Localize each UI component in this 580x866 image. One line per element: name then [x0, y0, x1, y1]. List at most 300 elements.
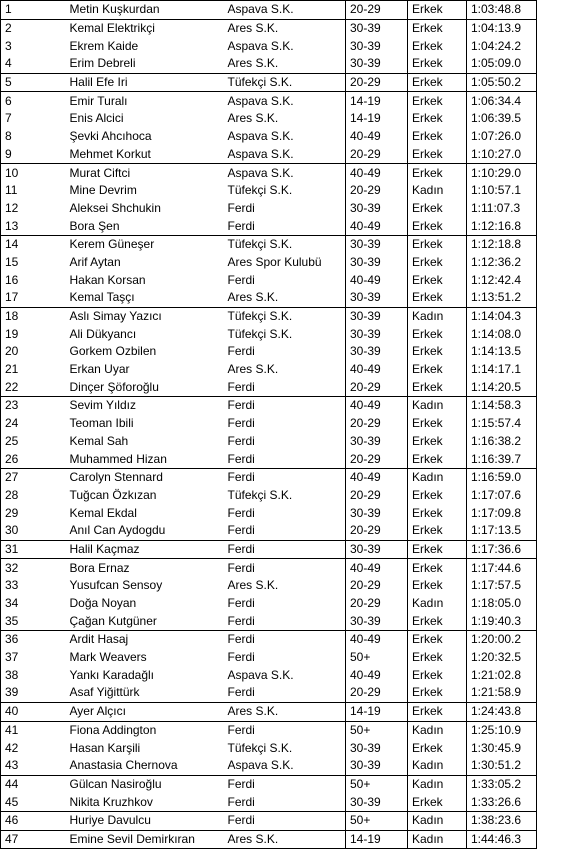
- club-cell: Ares S.K.: [227, 111, 279, 126]
- name-cell: Ayer Alçıcı: [66, 702, 224, 721]
- name-cell: Halil Kaçmaz: [66, 540, 224, 559]
- finish-time-cell: 1:16:39.7: [467, 450, 537, 468]
- table-row: [1, 612, 537, 630]
- rank-cell: 6: [1, 92, 66, 110]
- finish-time-cell: 1:10:57.1: [467, 182, 537, 200]
- age-group-cell: 30-39: [346, 612, 408, 630]
- finish-time-cell: 1:16:38.2: [467, 433, 537, 451]
- rank-cell: 23: [1, 397, 66, 415]
- name-cell: Teoman Ibili: [69, 416, 134, 431]
- name-cell: Sevim Yıldız: [66, 397, 224, 415]
- gender-cell: Kadın: [408, 397, 467, 415]
- name-cell: Mark Weavers: [69, 650, 147, 665]
- club-cell: Ferdi: [227, 451, 255, 466]
- gender-cell: Erkek: [408, 1, 467, 20]
- club-cell: Aspava S.K.: [227, 667, 294, 682]
- club-cell: Aspava S.K.: [224, 1, 346, 20]
- name-cell: Kerem Güneşer: [66, 235, 224, 253]
- finish-time-cell: 1:14:04.3: [467, 307, 537, 325]
- rank-cell: 27: [1, 468, 66, 486]
- gender-cell: Erkek: [408, 702, 467, 721]
- age-group-cell: 30-39: [346, 307, 408, 325]
- table-row: [1, 182, 537, 200]
- table-row: [1, 289, 537, 307]
- table-row: [1, 19, 537, 37]
- table-row: [1, 522, 537, 540]
- club-cell: Ferdi: [227, 379, 255, 394]
- club-cell: Aspava S.K.: [227, 758, 294, 773]
- rank-cell: 18: [1, 307, 66, 325]
- table-row: [1, 757, 537, 775]
- name-cell: Çağan Kutgüner: [69, 613, 157, 628]
- table-row: [1, 55, 537, 73]
- club-cell: Ferdi: [224, 559, 346, 577]
- club-cell: Tüfekçi S.K.: [224, 73, 346, 92]
- gender-cell: Erkek: [408, 128, 467, 146]
- club-cell: Ares S.K.: [227, 290, 279, 305]
- name-cell: Muhammed Hizan: [69, 451, 167, 466]
- age-group-cell: 30-39: [346, 254, 408, 272]
- name-cell: Fiona Addington: [66, 721, 224, 739]
- name-cell: Bora Şen: [69, 218, 120, 233]
- table-row: [1, 487, 537, 505]
- table-row: [1, 415, 537, 433]
- club-cell: Ferdi: [227, 596, 255, 611]
- table-row: [1, 793, 537, 811]
- club-cell: Ferdi: [227, 685, 255, 700]
- name-cell: Ekrem Kaide: [69, 38, 139, 53]
- age-group-cell: 50+: [346, 649, 408, 667]
- age-group-cell: 30-39: [346, 757, 408, 775]
- club-cell: Ferdi: [224, 631, 346, 649]
- club-cell: Tüfekçi S.K.: [227, 326, 293, 341]
- table-row: [1, 775, 537, 793]
- club-cell: Ferdi: [224, 540, 346, 559]
- age-group-cell: 30-39: [346, 739, 408, 757]
- finish-time-cell: 1:11:07.3: [467, 200, 537, 218]
- rank-cell: 35: [1, 612, 66, 630]
- gender-cell: Erkek: [408, 164, 467, 182]
- name-cell: Anastasia Chernova: [69, 758, 178, 773]
- name-cell: Kemal Elektrikçi: [66, 19, 224, 37]
- rank-cell: 29: [1, 504, 66, 522]
- rank-cell: 36: [1, 631, 66, 649]
- table-row: [1, 450, 537, 468]
- table-row: [1, 577, 537, 595]
- club-cell: Tüfekçi S.K.: [227, 740, 293, 755]
- table-row: [1, 559, 537, 577]
- gender-cell: Erkek: [408, 235, 467, 253]
- age-group-cell: 40-49: [346, 217, 408, 235]
- name-cell: Murat Ciftci: [66, 164, 224, 182]
- gender-cell: Erkek: [408, 666, 467, 684]
- table-row: [1, 1, 537, 20]
- rank-cell: 34: [1, 595, 66, 613]
- age-group-cell: 40-49: [346, 631, 408, 649]
- name-cell: Kemal Sah: [69, 433, 129, 448]
- club-cell: Ferdi: [224, 775, 346, 793]
- finish-time-cell: 1:20:00.2: [467, 631, 537, 649]
- gender-cell: Erkek: [408, 361, 467, 379]
- club-cell: Ares S.K.: [224, 702, 346, 721]
- finish-time-cell: 1:06:34.4: [467, 92, 537, 110]
- age-group-cell: 20-29: [346, 378, 408, 396]
- age-group-cell: 40-49: [346, 666, 408, 684]
- gender-cell: Erkek: [408, 577, 467, 595]
- rank-cell: 8: [1, 128, 66, 146]
- name-cell: Emine Sevil Demirkıran: [66, 830, 224, 849]
- table-row: [1, 92, 537, 110]
- club-cell: Ferdi: [224, 811, 346, 830]
- age-group-cell: 30-39: [346, 235, 408, 253]
- gender-cell: Erkek: [408, 522, 467, 540]
- club-cell: Ferdi: [227, 650, 255, 665]
- rank-cell: 20: [1, 343, 66, 361]
- rank-cell: 39: [1, 684, 66, 702]
- club-cell: Ferdi: [224, 721, 346, 739]
- age-group-cell: 40-49: [346, 397, 408, 415]
- club-cell: Aspava S.K.: [227, 129, 294, 144]
- rank-cell: 14: [1, 235, 66, 253]
- rank-cell: 7: [1, 110, 66, 128]
- club-cell: Aspava S.K.: [224, 164, 346, 182]
- table-row: [1, 271, 537, 289]
- name-cell: Aleksei Shchukin: [69, 200, 161, 215]
- table-row: [1, 811, 537, 830]
- rank-cell: 2: [1, 19, 66, 37]
- rank-cell: 38: [1, 666, 66, 684]
- gender-cell: Kadın: [408, 595, 467, 613]
- rank-cell: 17: [1, 289, 66, 307]
- finish-time-cell: 1:20:32.5: [467, 649, 537, 667]
- name-cell: Hasan Karşili: [69, 740, 141, 755]
- gender-cell: Kadın: [408, 307, 467, 325]
- age-group-cell: 30-39: [346, 200, 408, 218]
- gender-cell: Erkek: [408, 450, 467, 468]
- age-group-cell: 14-19: [346, 110, 408, 128]
- finish-time-cell: 1:19:40.3: [467, 612, 537, 630]
- table-row: [1, 146, 537, 164]
- finish-time-cell: 1:21:58.9: [467, 684, 537, 702]
- rank-cell: 33: [1, 577, 66, 595]
- finish-time-cell: 1:33:05.2: [467, 775, 537, 793]
- finish-time-cell: 1:06:39.5: [467, 110, 537, 128]
- finish-time-cell: 1:17:09.8: [467, 504, 537, 522]
- age-group-cell: 20-29: [346, 146, 408, 164]
- gender-cell: Erkek: [408, 55, 467, 73]
- club-cell: Ferdi: [227, 433, 255, 448]
- name-cell: Anıl Can Aydogdu: [69, 523, 166, 538]
- gender-cell: Erkek: [408, 217, 467, 235]
- table-row: [1, 325, 537, 343]
- table-row: [1, 361, 537, 379]
- rank-cell: 16: [1, 271, 66, 289]
- age-group-cell: 40-49: [346, 468, 408, 486]
- gender-cell: Erkek: [408, 325, 467, 343]
- rank-cell: 21: [1, 361, 66, 379]
- name-cell: Yankı Karadağlı: [69, 667, 154, 682]
- rank-cell: 1: [1, 1, 66, 20]
- age-group-cell: 14-19: [346, 702, 408, 721]
- finish-time-cell: 1:04:24.2: [467, 37, 537, 55]
- table-row: [1, 468, 537, 486]
- age-group-cell: 30-39: [346, 37, 408, 55]
- club-cell: Aspava S.K.: [227, 38, 294, 53]
- gender-cell: Erkek: [408, 631, 467, 649]
- table-row: [1, 307, 537, 325]
- name-cell: Gülcan Nasiroğlu: [66, 775, 224, 793]
- rank-cell: 4: [1, 55, 66, 73]
- age-group-cell: 40-49: [346, 361, 408, 379]
- club-cell: Ferdi: [227, 200, 255, 215]
- finish-time-cell: 1:14:08.0: [467, 325, 537, 343]
- table-row: [1, 631, 537, 649]
- name-cell: Aslı Simay Yazıcı: [66, 307, 224, 325]
- gender-cell: Erkek: [408, 559, 467, 577]
- gender-cell: Erkek: [408, 504, 467, 522]
- gender-cell: Erkek: [408, 110, 467, 128]
- gender-cell: Kadın: [408, 468, 467, 486]
- finish-time-cell: 1:44:46.3: [467, 830, 537, 849]
- gender-cell: Erkek: [408, 19, 467, 37]
- name-cell: Asaf Yiğittürk: [69, 685, 140, 700]
- table-row: [1, 540, 537, 559]
- club-cell: Tüfekçi S.K.: [227, 183, 293, 198]
- name-cell: Enis Alcici: [69, 111, 124, 126]
- gender-cell: Kadın: [408, 757, 467, 775]
- gender-cell: Erkek: [408, 540, 467, 559]
- name-cell: Arif Aytan: [69, 254, 121, 269]
- gender-cell: Erkek: [408, 254, 467, 272]
- age-group-cell: 40-49: [346, 559, 408, 577]
- rank-cell: 13: [1, 217, 66, 235]
- name-cell: Kemal Taşçı: [69, 290, 135, 305]
- name-cell: Mehmet Korkut: [69, 146, 151, 161]
- age-group-cell: 14-19: [346, 830, 408, 849]
- rank-cell: 45: [1, 793, 66, 811]
- age-group-cell: 20-29: [346, 1, 408, 20]
- age-group-cell: 40-49: [346, 271, 408, 289]
- gender-cell: Erkek: [408, 92, 467, 110]
- age-group-cell: 14-19: [346, 92, 408, 110]
- finish-time-cell: 1:18:05.0: [467, 595, 537, 613]
- gender-cell: Erkek: [408, 612, 467, 630]
- table-row: [1, 649, 537, 667]
- finish-time-cell: 1:14:13.5: [467, 343, 537, 361]
- rank-cell: 22: [1, 378, 66, 396]
- finish-time-cell: 1:17:57.5: [467, 577, 537, 595]
- table-row: [1, 378, 537, 396]
- name-cell: Kemal Ekdal: [69, 505, 137, 520]
- gender-cell: Erkek: [408, 37, 467, 55]
- finish-time-cell: 1:25:10.9: [467, 721, 537, 739]
- name-cell: Ardit Hasaj: [66, 631, 224, 649]
- rank-cell: 46: [1, 811, 66, 830]
- club-cell: Ferdi: [224, 468, 346, 486]
- finish-time-cell: 1:24:43.8: [467, 702, 537, 721]
- finish-time-cell: 1:14:58.3: [467, 397, 537, 415]
- club-cell: Ares S.K.: [227, 578, 279, 593]
- finish-time-cell: 1:12:42.4: [467, 271, 537, 289]
- age-group-cell: 30-39: [346, 325, 408, 343]
- finish-time-cell: 1:17:07.6: [467, 487, 537, 505]
- gender-cell: Erkek: [408, 793, 467, 811]
- rank-cell: 41: [1, 721, 66, 739]
- name-cell: Bora Ernaz: [66, 559, 224, 577]
- rank-cell: 28: [1, 487, 66, 505]
- table-row: [1, 830, 537, 849]
- name-cell: Huriye Davulcu: [66, 811, 224, 830]
- table-row: [1, 235, 537, 253]
- table-row: [1, 343, 537, 361]
- age-group-cell: 30-39: [346, 540, 408, 559]
- gender-cell: Kadın: [408, 775, 467, 793]
- rank-cell: 24: [1, 415, 66, 433]
- rank-cell: 3: [1, 37, 66, 55]
- name-cell: Gorkem Ozbilen: [69, 344, 157, 359]
- rank-cell: 15: [1, 254, 66, 272]
- table-row: [1, 397, 537, 415]
- name-cell: Ali Dükyancı: [69, 326, 137, 341]
- name-cell: Hakan Korsan: [69, 272, 146, 287]
- age-group-cell: 30-39: [346, 504, 408, 522]
- age-group-cell: 50+: [346, 721, 408, 739]
- rank-cell: 11: [1, 182, 66, 200]
- table-row: [1, 254, 537, 272]
- table-row: [1, 595, 537, 613]
- table-row: [1, 37, 537, 55]
- finish-time-cell: 1:14:17.1: [467, 361, 537, 379]
- finish-time-cell: 1:10:27.0: [467, 146, 537, 164]
- finish-time-cell: 1:33:26.6: [467, 793, 537, 811]
- club-cell: Ferdi: [227, 344, 255, 359]
- name-cell: Dinçer Şöforoğlu: [69, 379, 159, 394]
- name-cell: Erkan Uyar: [69, 362, 130, 377]
- club-cell: Ferdi: [227, 613, 255, 628]
- table-row: [1, 110, 537, 128]
- table-row: [1, 684, 537, 702]
- rank-cell: 10: [1, 164, 66, 182]
- age-group-cell: 50+: [346, 775, 408, 793]
- rank-cell: 37: [1, 649, 66, 667]
- finish-time-cell: 1:30:51.2: [467, 757, 537, 775]
- club-cell: Ares Spor Kulubü: [227, 254, 322, 269]
- rank-cell: 26: [1, 450, 66, 468]
- club-cell: Ferdi: [227, 505, 255, 520]
- name-cell: Yusufcan Sensoy: [69, 578, 163, 593]
- table-row: [1, 217, 537, 235]
- rank-cell: 30: [1, 522, 66, 540]
- gender-cell: Kadın: [408, 811, 467, 830]
- age-group-cell: 30-39: [346, 19, 408, 37]
- finish-time-cell: 1:05:50.2: [467, 73, 537, 92]
- gender-cell: Kadın: [408, 830, 467, 849]
- age-group-cell: 30-39: [346, 793, 408, 811]
- club-cell: Tüfekçi S.K.: [224, 307, 346, 325]
- club-cell: Ferdi: [227, 794, 255, 809]
- finish-time-cell: 1:04:13.9: [467, 19, 537, 37]
- name-cell: Emir Turalı: [66, 92, 224, 110]
- age-group-cell: 20-29: [346, 73, 408, 92]
- name-cell: Tuğcan Özkızan: [69, 487, 157, 502]
- age-group-cell: 20-29: [346, 415, 408, 433]
- finish-time-cell: 1:12:36.2: [467, 254, 537, 272]
- age-group-cell: 50+: [346, 811, 408, 830]
- rank-cell: 5: [1, 73, 66, 92]
- age-group-cell: 40-49: [346, 128, 408, 146]
- gender-cell: Erkek: [408, 433, 467, 451]
- table-row: [1, 433, 537, 451]
- gender-cell: Erkek: [408, 289, 467, 307]
- table-row: [1, 739, 537, 757]
- rank-cell: 47: [1, 830, 66, 849]
- finish-time-cell: 1:30:45.9: [467, 739, 537, 757]
- name-cell: Metin Kuşkurdan: [66, 1, 224, 20]
- age-group-cell: 40-49: [346, 164, 408, 182]
- gender-cell: Erkek: [408, 649, 467, 667]
- gender-cell: Erkek: [408, 73, 467, 92]
- rank-cell: 31: [1, 540, 66, 559]
- rank-cell: 40: [1, 702, 66, 721]
- name-cell: Halil Efe Iri: [66, 73, 224, 92]
- name-cell: Mine Devrim: [69, 183, 137, 198]
- name-cell: Doğa Noyan: [69, 596, 137, 611]
- age-group-cell: 30-39: [346, 55, 408, 73]
- name-cell: Nikita Kruzhkov: [69, 794, 153, 809]
- club-cell: Ferdi: [224, 397, 346, 415]
- age-group-cell: 20-29: [346, 487, 408, 505]
- club-cell: Ares S.K.: [227, 56, 279, 71]
- table-row: [1, 504, 537, 522]
- table-row: [1, 164, 537, 182]
- gender-cell: Erkek: [408, 343, 467, 361]
- age-group-cell: 30-39: [346, 289, 408, 307]
- gender-cell: Erkek: [408, 487, 467, 505]
- finish-time-cell: 1:12:16.8: [467, 217, 537, 235]
- finish-time-cell: 1:38:23.6: [467, 811, 537, 830]
- gender-cell: Erkek: [408, 415, 467, 433]
- age-group-cell: 20-29: [346, 522, 408, 540]
- finish-time-cell: 1:14:20.5: [467, 378, 537, 396]
- finish-time-cell: 1:21:02.8: [467, 666, 537, 684]
- gender-cell: Kadın: [408, 721, 467, 739]
- table-row: [1, 721, 537, 739]
- finish-time-cell: 1:05:09.0: [467, 55, 537, 73]
- club-cell: Aspava S.K.: [224, 92, 346, 110]
- club-cell: Ferdi: [227, 218, 255, 233]
- rank-cell: 12: [1, 200, 66, 218]
- age-group-cell: 20-29: [346, 577, 408, 595]
- gender-cell: Erkek: [408, 684, 467, 702]
- finish-time-cell: 1:10:29.0: [467, 164, 537, 182]
- finish-time-cell: 1:15:57.4: [467, 415, 537, 433]
- club-cell: Ferdi: [227, 416, 255, 431]
- finish-time-cell: 1:03:48.8: [467, 1, 537, 20]
- age-group-cell: 20-29: [346, 595, 408, 613]
- age-group-cell: 30-39: [346, 433, 408, 451]
- club-cell: Ferdi: [227, 272, 255, 287]
- rank-cell: 44: [1, 775, 66, 793]
- rank-cell: 32: [1, 559, 66, 577]
- gender-cell: Erkek: [408, 378, 467, 396]
- finish-time-cell: 1:16:59.0: [467, 468, 537, 486]
- finish-time-cell: 1:17:44.6: [467, 559, 537, 577]
- club-cell: Ares S.K.: [224, 830, 346, 849]
- club-cell: Ares S.K.: [224, 19, 346, 37]
- finish-time-cell: 1:12:18.8: [467, 235, 537, 253]
- table-row: [1, 702, 537, 721]
- club-cell: Ferdi: [227, 523, 255, 538]
